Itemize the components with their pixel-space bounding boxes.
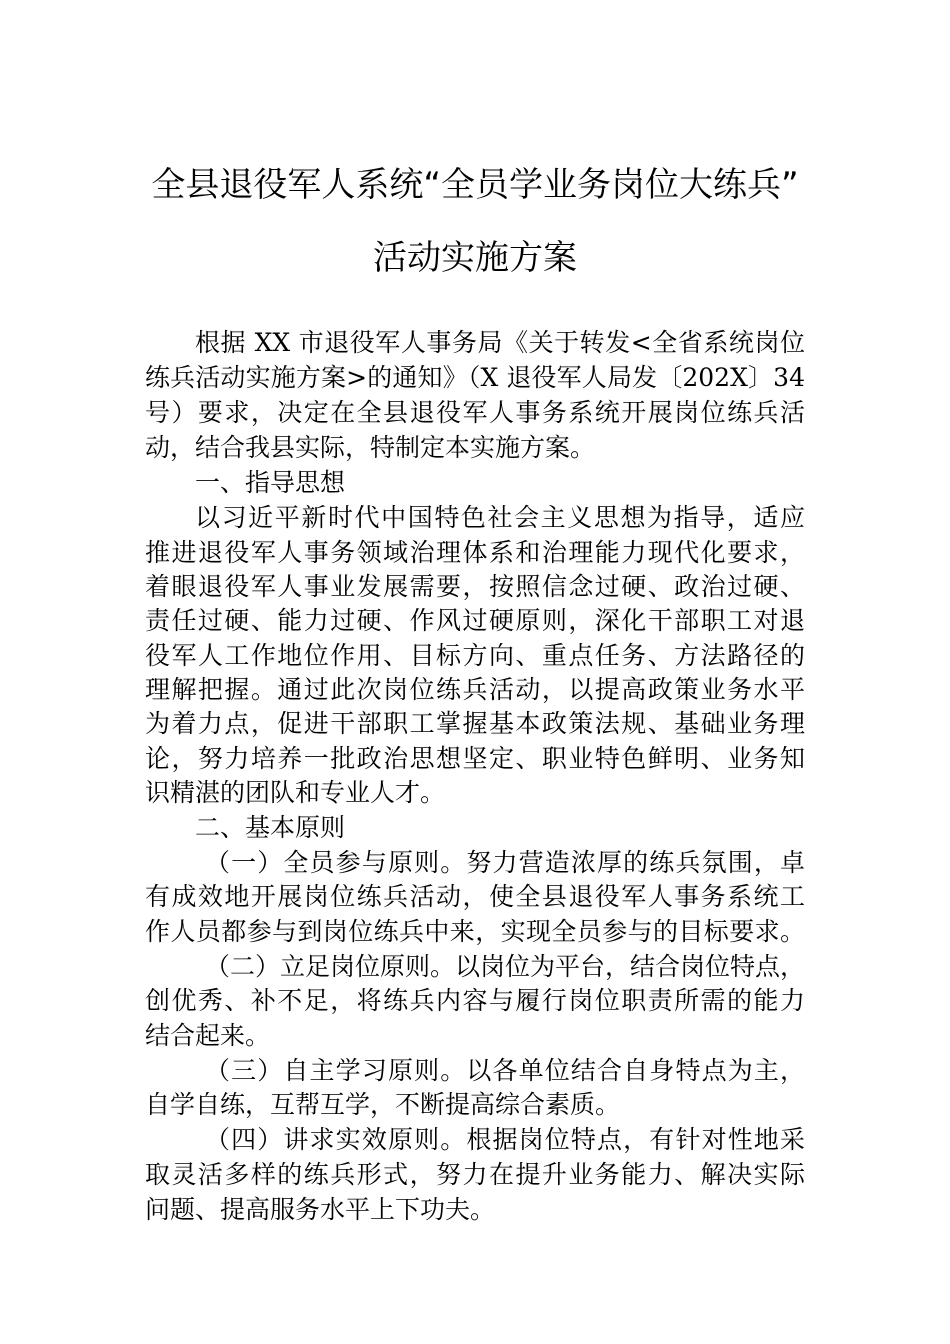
body-line: 创优秀、补不足，将练兵内容与履行岗位职责所需的能力 bbox=[145, 986, 805, 1015]
document-title-line-2: 活动实施方案 bbox=[373, 238, 577, 278]
section-heading: 二、基本原则 bbox=[195, 813, 346, 842]
body-line: 识精湛的团队和专业人才。 bbox=[145, 778, 446, 807]
body-line: 问题、提高服务水平上下功夫。 bbox=[145, 1195, 496, 1224]
body-line: 根据 XX 市退役军人事务局《关于转发<全省系统岗位 bbox=[195, 328, 805, 357]
body-line: （二）立足岗位原则。以岗位为平台，结合岗位特点， bbox=[205, 952, 806, 981]
body-line: 役军人工作地位作用、目标方向、重点任务、方法路径的 bbox=[145, 641, 805, 670]
body-line: 结合起来。 bbox=[145, 1021, 271, 1050]
section-heading: 一、指导思想 bbox=[195, 468, 346, 497]
body-line: 自学自练，互帮互学，不断提高综合素质。 bbox=[145, 1090, 621, 1119]
body-line: 为着力点，促进干部职工掌握基本政策法规、基础业务理 bbox=[145, 709, 805, 738]
body-line: 责任过硬、能力过硬、作风过硬原则，深化干部职工对退 bbox=[145, 606, 805, 635]
body-line: 号）要求，决定在全县退役军人事务系统开展岗位练兵活 bbox=[145, 398, 805, 427]
body-line: （一）全员参与原则。努力营造浓厚的练兵氛围，卓 bbox=[205, 848, 805, 877]
body-line: 以习近平新时代中国特色社会主义思想为指导，适应 bbox=[195, 503, 805, 532]
body-line: 取灵活多样的练兵形式，努力在提升业务能力、解决实际 bbox=[145, 1160, 805, 1189]
body-line: （三）自主学习原则。以各单位结合自身特点为主， bbox=[205, 1056, 805, 1085]
document-title-line-1: 全县退役军人系统“全员学业务岗位大练兵” bbox=[151, 165, 799, 205]
body-line: 作人员都参与到岗位练兵中来，实现全员参与的目标要求。 bbox=[145, 917, 805, 946]
body-line: 有成效地开展岗位练兵活动，使全县退役军人事务系统工 bbox=[145, 882, 805, 911]
body-line: 论，努力培养一批政治思想坚定、职业特色鲜明、业务知 bbox=[145, 744, 805, 773]
body-line: 理解把握。通过此次岗位练兵活动，以提高政策业务水平 bbox=[145, 675, 805, 704]
body-line: 练兵活动实施方案>的通知》（X 退役军人局发〔202X〕34 bbox=[145, 363, 805, 392]
body-line: 推进退役军人事务领域治理体系和治理能力现代化要求， bbox=[145, 538, 805, 567]
body-line: 动，结合我县实际，特制定本实施方案。 bbox=[145, 433, 596, 462]
body-line: （四）讲求实效原则。根据岗位特点，有针对性地采 bbox=[205, 1125, 805, 1154]
body-line: 着眼退役军人事业发展需要，按照信念过硬、政治过硬、 bbox=[145, 572, 805, 601]
